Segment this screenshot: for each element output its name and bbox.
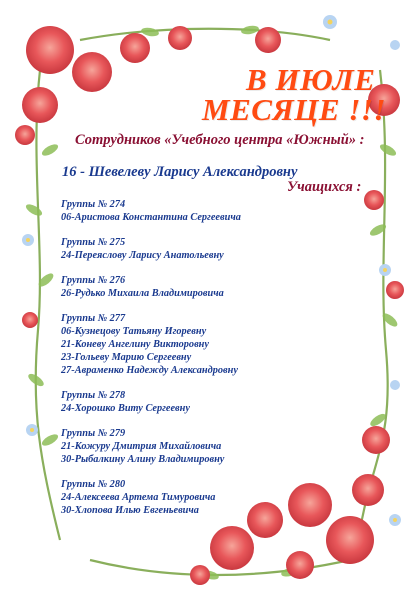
group-block (61, 312, 361, 377)
person-entry: 27-Авраменко Надежду Александровну (61, 365, 238, 376)
group-block (61, 478, 361, 517)
group-label: Группы № 277 (61, 313, 126, 324)
rose-cluster-left (15, 125, 38, 328)
group-label: Группы № 279 (61, 428, 126, 439)
groups-list (61, 198, 361, 529)
person-entry: 21-Кожуру Дмитрия Михайловича (61, 441, 222, 452)
person-entry: 23-Гольеву Марию Сергеевну (61, 352, 192, 363)
person-entry: 06-Аристова Константина Сергеевича (61, 212, 241, 223)
person-entry: 24-Переяслову Ларису Анатольевну (61, 250, 224, 261)
person-entry: 24-Алексеева Артема Тимуровича (61, 492, 216, 503)
group-label: Группы № 275 (61, 237, 126, 248)
person-entry: 21-Коневу Ангелину Викторовну (61, 339, 209, 350)
students-heading: Учащихся : (287, 179, 362, 195)
staff-heading: Сотрудников «Учебного центра «Южный» : (75, 132, 365, 148)
group-block (61, 274, 361, 300)
staff-entry: 16 - Шевелеву Ларису Александровну (62, 164, 298, 180)
person-entry: 26-Рудько Михаила Владимировича (61, 288, 224, 299)
group-label: Группы № 280 (61, 479, 126, 490)
person-entry: 24-Хорошко Виту Сергеевну (61, 403, 190, 414)
title-line-2: МЕСЯЦЕ !!! (202, 92, 387, 127)
person-entry: 30-Рыбалкину Алину Владимировну (61, 454, 225, 465)
group-block (61, 236, 361, 262)
person-entry: 06-Кузнецову Татьяну Игоревну (61, 326, 207, 337)
person-entry: 30-Хлопова Илью Евгеньевича (61, 505, 199, 516)
group-label: Группы № 278 (61, 390, 126, 401)
group-label: Группы № 276 (61, 275, 126, 286)
group-block (61, 389, 361, 415)
title-line-1: В ИЮЛЕ (246, 62, 376, 97)
group-label: Группы № 274 (61, 199, 126, 210)
group-block (61, 198, 361, 224)
group-block (61, 427, 361, 466)
